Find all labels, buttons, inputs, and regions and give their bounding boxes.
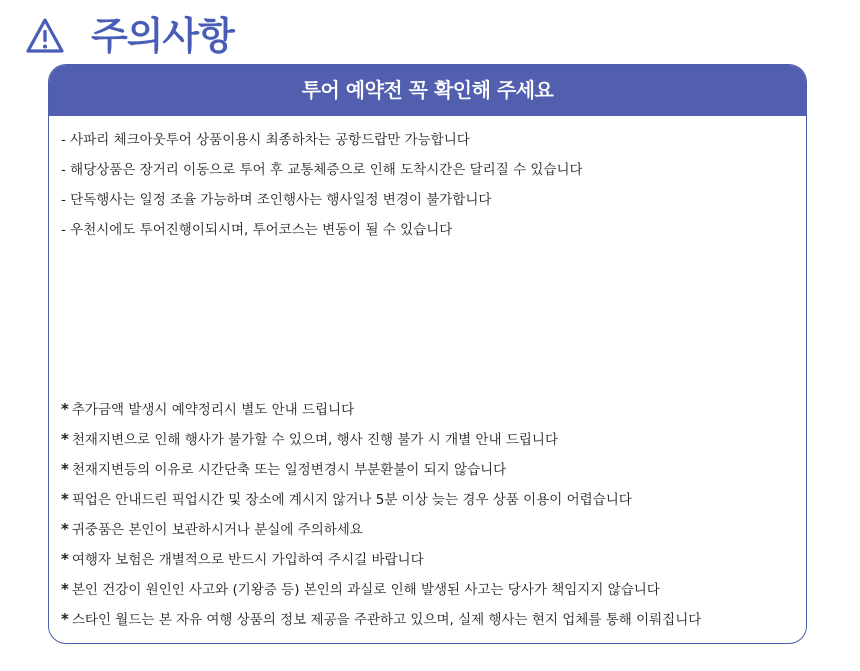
star-bullet: * bbox=[61, 550, 69, 568]
warning-item bbox=[61, 521, 701, 551]
warning-text: 천재지변등의 이유로 시간단축 또는 일정변경시 부분환불이 되지 않습니다 bbox=[71, 462, 507, 478]
warning-text: 귀중품은 본인이 보관하시거나 분실에 주의하세요 bbox=[71, 522, 363, 538]
warning-text: 여행자 보험은 개별적으로 반드시 가입하여 주시길 바랍니다 bbox=[71, 552, 424, 568]
note-item: - 사파리 체크아웃투어 상품이용시 최종하차는 공항드랍만 가능합니다 bbox=[61, 132, 470, 148]
note-item: - 해당상품은 장거리 이동으로 투어 후 교통체증으로 인해 도착시간은 달리질 수 있습니다 bbox=[61, 162, 583, 178]
star-bullet: * bbox=[61, 490, 69, 508]
warning-text: 본인 건강이 원인인 사고와 (기왕증 등) 본인의 과실로 인해 발생된 사고는 당사가 책임지지 않습니다 bbox=[71, 582, 660, 598]
page-title: 주의사항 bbox=[91, 14, 234, 58]
notice-card bbox=[48, 64, 807, 644]
warning-item bbox=[61, 431, 701, 461]
warning-item bbox=[61, 401, 701, 431]
warnings-list bbox=[61, 401, 701, 641]
star-bullet: * bbox=[61, 430, 69, 448]
note-item: - 우천시에도 투어진행이되시며, 투어코스는 변동이 될 수 있습니다 bbox=[61, 222, 453, 238]
warning-item bbox=[61, 611, 701, 641]
warning-icon bbox=[25, 16, 65, 56]
notes-list bbox=[61, 132, 583, 252]
warning-item bbox=[61, 581, 701, 611]
warning-text: 추가금액 발생시 예약정리시 별도 안내 드립니다 bbox=[71, 402, 355, 418]
page-header bbox=[25, 12, 234, 60]
note-item: - 단독행사는 일정 조율 가능하며 조인행사는 행사일정 변경이 불가합니다 bbox=[61, 192, 492, 208]
card-header: 투어 예약전 꼭 확인해 주세요 bbox=[49, 65, 806, 116]
warning-item bbox=[61, 551, 701, 581]
star-bullet: * bbox=[61, 460, 69, 478]
warning-item bbox=[61, 491, 701, 521]
star-bullet: * bbox=[61, 520, 69, 538]
warning-item bbox=[61, 461, 701, 491]
star-bullet: * bbox=[61, 610, 69, 628]
star-bullet: * bbox=[61, 580, 69, 598]
warning-text: 스타인 월드는 본 자유 여행 상품의 정보 제공을 주관하고 있으며, 실제 행사는 현지 업체를 통해 이뤄집니다 bbox=[71, 612, 702, 628]
warning-text: 픽업은 안내드린 픽업시간 및 장소에 계시지 않거나 5분 이상 늦는 경우 상품 이용이 어렵습니다 bbox=[71, 492, 632, 508]
star-bullet: * bbox=[61, 400, 69, 418]
warning-text: 천재지변으로 인해 행사가 불가할 수 있으며, 행사 진행 불가 시 개별 안내 드립니다 bbox=[71, 432, 558, 448]
